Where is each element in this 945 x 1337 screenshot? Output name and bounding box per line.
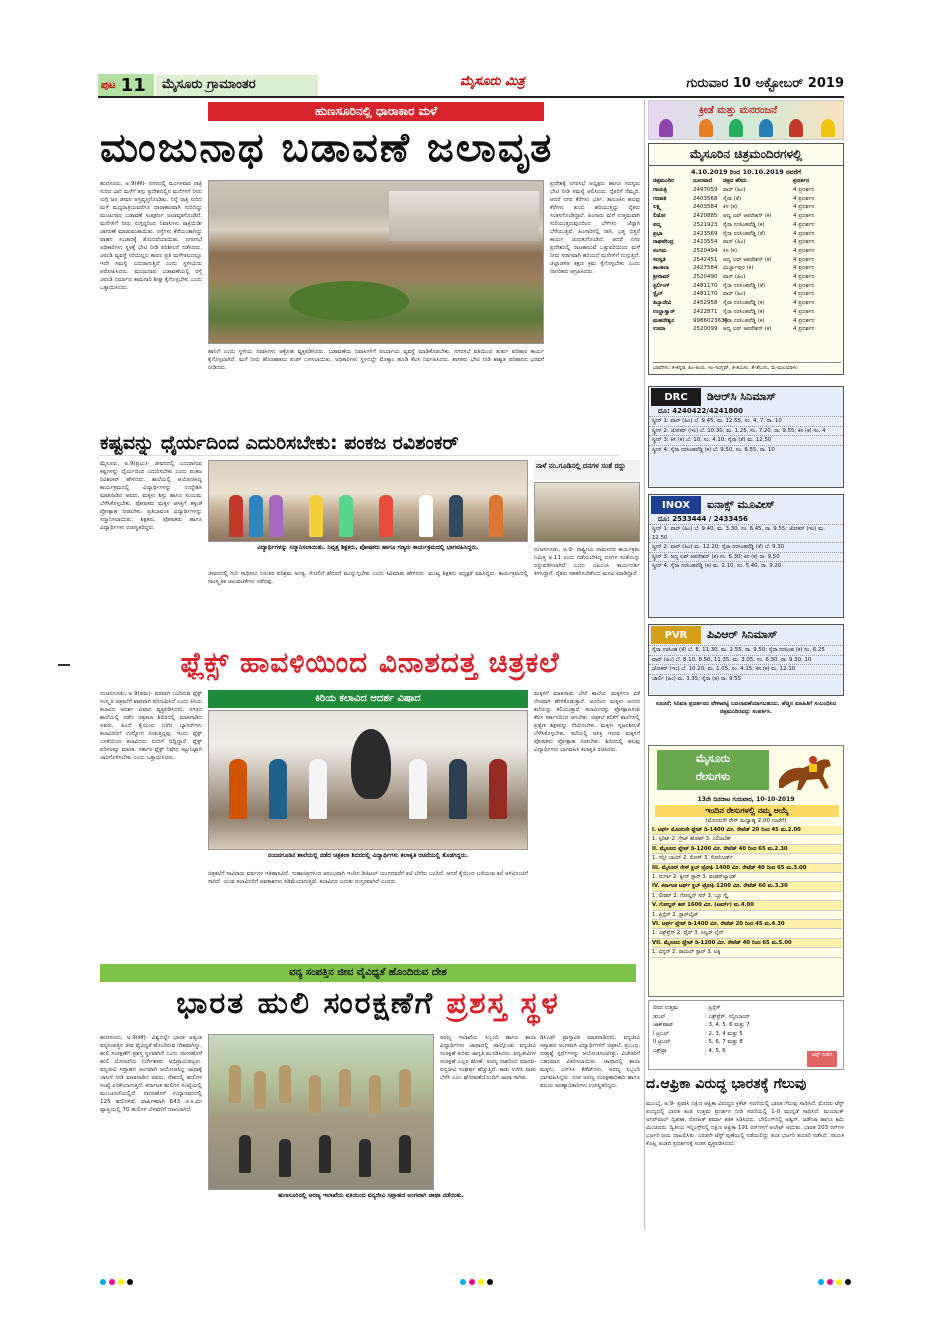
- registration-marks: [818, 1279, 851, 1285]
- story4-photo-caption: ಹುಣಸೂರಿನಲ್ಲಿ ಅರಣ್ಯ ಇಲಾಖೆಯ ವತಿಯಿಂದ ವನ್ಯಜೀವಿ ಸಪ್ತಾಹದ ಅಂಗವಾಗಿ ಜಾಥಾ ನಡೆಯಿತು.: [278, 1192, 464, 1199]
- registration-marks: [100, 1279, 133, 1285]
- cinema-showtime-line: ಸ್ಕ್ರೀನ್ 2: ಜೋಕರ್ (ಇಂ) ಬೆ. 10.30, ಮ. 1.25, ಸಂ. 7.20, ರಾ. 9.55; ಕಿಸ (ಕ) ಸಂ. 4: [649, 426, 843, 436]
- race-heading: VII. ಮೈಸೂರು ಪ್ಲೇಟ್ ಡಿ-1200 ಮೀ. ರೇಟೆಡ್ 40 ರಿಂದ 65 ಮ.5.00: [652, 939, 842, 948]
- cinema-phone: ದೂ: 4240422/4241800: [658, 407, 743, 415]
- page-number: 11: [120, 74, 146, 96]
- header-cell: ಚಿತ್ರದ ಹೆಸರು: [723, 178, 747, 184]
- theatre-cell: 2422871: [693, 308, 718, 315]
- theatre-row: [653, 299, 841, 308]
- race-title-line-1: ಮೈಸೂರು: [695, 752, 731, 765]
- story2-photo-caption: ವಿದ್ಯಾರ್ಥಿಗಳನ್ನು ಸನ್ಮಾನಿಸಲಾಯಿತು. ನಿವೃತ್ತ ಶಿಕ್ಷಕರು, ಪೋಷಕರು ಹಾಗೂ ಗಣ್ಯರು ಕಾರ್ಯಕ್ರಮದಲ್ಲಿ ಭಾಗವಹಿಸಿದ್ದರು.: [257, 544, 479, 551]
- person-figure: [309, 495, 323, 537]
- theatre-row: [653, 203, 841, 212]
- athlete-icon: [659, 119, 673, 137]
- athlete-icon: [699, 119, 713, 137]
- sports-banner-title: ಕ್ರೀಡೆ ಮತ್ತು ಮನರಂಜನೆ: [699, 105, 778, 116]
- racehorse-icon: [773, 752, 839, 794]
- person-figure: [489, 759, 507, 819]
- cinema-name: ಡಿಆರ್‌ಸಿ ಸಿನಿಮಾಸ್: [707, 390, 776, 403]
- theatre-cell: ಸಂಗಮ: [653, 247, 667, 254]
- header-cell: ಪ್ರದರ್ಶನ: [793, 178, 810, 184]
- race-heading: I. ಟರ್ಫ್ ಮೊದಲನೇ ಪ್ಲೇಟ್ ಡಿ-1400 ಮೀ. ರೇಟೆಡ್ 20 ರಿಂದ 45 ಮ.2.00: [652, 826, 842, 835]
- tips-label: ದಿನದ ಉತ್ತಮ: [653, 1005, 679, 1011]
- cinema-showtime-line: ಸ್ಕ್ರೀನ್ 4: ಸೈರಾ ನರಸಿಂಹರೆಡ್ಡಿ (ಕ) ಬೆ. 9.50, ಸಂ. 6.55, ರಾ. 10: [649, 445, 843, 455]
- theatre-cell: ಕಿಸ (ಕ): [723, 204, 738, 211]
- theatre-listings-rows: [653, 186, 841, 334]
- person-figure: [249, 495, 263, 537]
- story4-headline: [100, 986, 636, 1032]
- race-start-note: (ಮೊದಲನೇ ರೇಸ್ ಮಧ್ಯಾಹ್ನ 2.00 ಗಂಟೆಗೆ): [705, 818, 787, 824]
- cadet-figure: [254, 1071, 266, 1109]
- race-tips: [648, 1000, 844, 1070]
- cinema-showtime-line: ಚಾರ್ಲಿ (ಹಿಂ) ಮ. 3.35; ಸೈರಾ (ತ) ರಾ. 9.55: [649, 674, 843, 684]
- theatre-row: [653, 186, 841, 195]
- theatre-listings-footnote: ಭಾಷೆಗಳು: ಕ-ಕನ್ನಡ, ಹಿಂ-ಹಿಂದಿ, ಇಂ-ಇಂಗ್ಲಿಷ್, ತ-ತಮಿಳು, ತೆ-ತೆಲುಗು, ಮ-ಮಲಯಾಳಂ: [653, 362, 841, 371]
- cattle-fair-photo: [534, 482, 640, 542]
- cinema-showtime-line: ಸ್ಕ್ರೀನ್ 4: ಸೈರಾ ನರಸಿಂಹರೆಡ್ಡಿ (ಕ) ಮ. 2.10, ಸಂ. 5.40, ರಾ. 9.20: [649, 561, 843, 571]
- registration-dot: [827, 1279, 833, 1285]
- theatre-cell: ಲಿಡೋ: [653, 213, 666, 220]
- cinema-logo: INOX: [651, 496, 701, 514]
- person-figure: [449, 495, 463, 537]
- theatre-cell: 2481170: [693, 282, 718, 289]
- header-cell: ದೂರವಾಣಿ: [693, 178, 713, 184]
- theatre-cell: ಪ್ರಭಾ: [653, 230, 663, 237]
- story1-under-photo: ಹಾನಿಗೆ ಎಂದು ಸ್ಥಳೀಯ ನಿವಾಸಿಗಳು ಆಕ್ರೋಶ ವ್ಯಕ್ತಪಡಿಸಿದರು. ಬಡಾವಣೆಯ ನಿವಾಸಿಗಳಿಗೆ ಪರ್ಯಾಯ ವ್ಯವಸ್ಥೆ ಮಾಡಿಕೊಡಬೇಕು. ನಗರಸಭೆ ವತಿಯಿಂದ ತುರ್ತು ಪರಿಹಾರ ಕಾರ್ಯ ಕೈಗೊಳ್ಳಲಾಗಿದೆ. ಮಳೆ ನೀರು ಹೊರಹಾಕಲು ಪಂಪ್ ಬಳಸಲಾಯಿತು. ಅಧಿಕಾರಿಗಳು ಸ್ಥಳದಲ್ಲೇ ಮೊಕ್ಕಾಂ ಹೂಡಿ ಕೆಲಸ ನಿರ್ವಹಿಸಿದರು. ಶಾಸಕರು ಭೇಟಿ ನೀಡಿ ಶಾಶ್ವತ ಪರಿಹಾರದ ಭರವಸೆ ನೀಡಿದರು.: [208, 349, 544, 371]
- registration-dot: [478, 1279, 484, 1285]
- theatre-cell: ಶ್ರೀರಾಮ್: [653, 274, 670, 281]
- story2-column-1: ಮೈಸೂರು, ಅ.9(ಪ್ರಭು)- ಜೀವನದಲ್ಲಿ ಎದುರಾಗುವ ಕಷ್ಟಗಳನ್ನು ಧೈರ್ಯದಿಂದ ಎದುರಿಸಬೇಕು ಎಂದು ಪಂಕಜ ರವಿಶಂಕರ್ ಹೇಳಿದರು. ಶಾಲೆಯಲ್ಲಿ ಆಯೋಜಿಸಿದ್ದ ಕಾರ್ಯಕ್ರಮದಲ್ಲಿ ವಿದ್ಯಾರ್ಥಿಗಳನ್ನು ಉದ್ದೇಶಿಸಿ ಮಾತನಾಡಿದ ಅವರು, ಮಕ್ಕಳು ಶಿಸ್ತು ಹಾಗೂ ಸಂಯಮ ಬೆಳೆಸಿಕೊಳ್ಳಬೇಕು. ಪೋಷಕರು ಮಕ್ಕಳ ಆಸಕ್ತಿಗೆ ತಕ್ಕಂತೆ ಪ್ರೋತ್ಸಾಹ ನೀಡಬೇಕು. ಪ್ರತಿಭಾವಂತ ವಿದ್ಯಾರ್ಥಿಗಳನ್ನು ಸನ್ಮಾನಿಸಲಾಯಿತು. ಶಿಕ್ಷಕರು, ಪೋಷಕರು ಹಾಗೂ ವಿದ್ಯಾರ್ಥಿಗಳು ಉಪಸ್ಥಿತರಿದ್ದರು.: [100, 461, 202, 531]
- cinema-name: ಪಿವಿಆರ್ ಸಿನಿಮಾಸ್: [707, 628, 778, 641]
- section-name: ಮೈಸೂರು ಗ್ರಾಮಾಂತರ: [156, 75, 318, 96]
- tips-row: [649, 1013, 843, 1022]
- cinema-box: [648, 624, 844, 696]
- theatre-cell: ವಾರ್ (ಹಿಂ): [723, 274, 746, 281]
- theatre-cell: 4 ಪ್ರದರ್ಶನ: [793, 195, 815, 202]
- cinema-header: [649, 495, 843, 515]
- theatre-cell: ಸ್ಟರ್ಲಿಂಗ್: [653, 282, 670, 289]
- person-figure: [409, 759, 427, 819]
- theatre-cell: ರಾಘವೇಂದ್ರ: [653, 239, 674, 246]
- theatre-row: [653, 325, 841, 334]
- tips-row: [649, 1021, 843, 1030]
- theatre-cell: ಸೈರಾ ನರಸಿಂಹರೆಡ್ಡಿ (ಕ): [723, 308, 765, 315]
- theatre-cell: 2427584: [693, 265, 718, 272]
- theatre-listings-header: [653, 178, 841, 185]
- cadet-figure: [229, 1065, 241, 1103]
- theatre-cell: 4 ಪ್ರದರ್ಶನ: [793, 230, 815, 237]
- registration-dot: [836, 1279, 842, 1285]
- registration-dot: [118, 1279, 124, 1285]
- person-figure: [229, 495, 243, 537]
- sports-banner: [648, 100, 844, 140]
- cadet-figure: [399, 1069, 411, 1107]
- person-figure: [229, 759, 247, 819]
- story4-column-2: ಅರಣ್ಯ ಇಲಾಖೆಯ ಸಿಬ್ಬಂದಿ ಹಾಗೂ ಶಾಲಾ ವಿದ್ಯಾರ್ಥಿಗಳು ಜಾಥಾದಲ್ಲಿ ಪಾಲ್ಗೊಂಡು ವನ್ಯಜೀವಿ ಸಂರಕ್ಷಣೆ ಕುರಿತು ಜಾಗೃತಿ ಮೂಡಿಸಿದರು. ವನ್ಯಜೀವಿಗಳ ಸಂರಕ್ಷಣೆ ಎಲ್ಲರ ಹೊಣೆ. ಅರಣ್ಯ ನಾಶದಿಂದ ಮಾನವ-ವನ್ಯಜೀವಿ ಸಂಘರ್ಷ ಹೆಚ್ಚುತ್ತಿದೆ. ಕಾಡು ಉಳಿಸಿ ನಾಡು ಬೆಳೆಸಿ ಎಂಬ ಘೋಷಣೆಯೊಂದಿಗೆ ಜಾಥಾ ಸಾಗಿತು.: [440, 1035, 536, 1081]
- story4-column-1: ಹುಣಸೂರು, ಅ.9(ಕೆಕೆ)- ವಿಶ್ವದಲ್ಲೇ ಭಾರತ ಅತ್ಯಂತ ವನ್ಯಸಂಪತ್ತಿನ ಜೀವ ವೈವಿಧ್ಯತೆ ಹೊಂದಿರುವ ದೇಶವಾಗಿದ್ದು, ಹುಲಿ ಸಂರಕ್ಷಣೆಗೆ ಪ್ರಶಸ್ತ ಸ್ಥಳವಾಗಿದೆ ಎಂದು ನಾಗರಹೊಳೆ ಹುಲಿ ಯೋಜನೆಯ ನಿರ್ದೇಶಕರು ಅಭಿಪ್ರಾಯಪಟ್ಟರು. ವನ್ಯಜೀವಿ ಸಪ್ತಾಹದ ಅಂಗವಾಗಿ ಆಯೋಜಿಸಿದ್ದ ಜಾಥಾಕ್ಕೆ ಚಾಲನೆ ನೀಡಿ ಮಾತನಾಡಿದ ಅವರು, ದೇಶದಲ್ಲಿ ಹುಲಿಗಳ ಸಂಖ್ಯೆ ಏರಿಕೆಯಾಗುತ್ತಿದೆ. ಕರ್ನಾಟಕ ಹುಲಿಗಳ ಸಂಖ್ಯೆಯಲ್ಲಿ ಮುಂಚೂಣಿಯಲ್ಲಿದೆ. ನಾಗರಹೊಳೆ ಉದ್ಯಾನವನದಲ್ಲಿ 125 ಹುಲಿಗಳಿವೆ. ವಾರ್ಷಿಕವಾಗಿ 643 ಚ.ಕಿ.ಮೀ ವ್ಯಾಪ್ತಿಯಲ್ಲಿ 70 ಹುಲಿಗಳ ಬೆಳವಣಿಗೆ ದಾಖಲಾಗಿದೆ.: [100, 1035, 202, 1113]
- person-figure: [339, 495, 353, 537]
- theatre-cell: ಆದ್ಯ ಲವ್ ಆಪರೇಶನ್ (ಕ): [723, 256, 772, 263]
- theatre-cell: 4 ಪ್ರದರ್ಶನ: [793, 239, 815, 246]
- theatre-cell: 2452958: [693, 300, 718, 307]
- theatre-cell: ಮಿರ್ಜ್ಞಾಪುರ (ಕ): [723, 265, 754, 272]
- theatre-cell: 4 ಪ್ರದರ್ಶನ: [793, 274, 815, 281]
- story4-headline-main: ಭಾರತ ಹುಲಿ ಸಂರಕ್ಷಣೆಗೆ: [176, 986, 435, 1021]
- theatre-cell: 2403568: [693, 195, 718, 202]
- theatre-row: [653, 247, 841, 256]
- cadet-figure: [359, 1139, 371, 1177]
- newspaper-logo: ಮೈಸೂರು ಮಿತ್ರ: [460, 74, 525, 89]
- theatre-cell: 4 ಪ್ರದರ್ಶನ: [793, 204, 815, 211]
- race-picks: 1. ವಿನ್ನರ್ 2. ರಾಯಲ್ ಸ್ಟಾರ್ 3. ಲಕ್ಕಿ: [652, 948, 842, 957]
- tips-label: I ಟ್ರಬಲ್: [653, 1030, 669, 1037]
- cinema-name: ಐನಾಕ್ಸ್ ಮೂವೀಸ್: [707, 498, 775, 511]
- theatre-cell: ವಾರ್ (ಹಿಂ): [723, 239, 746, 246]
- theatre-cell: ಸೈರಾ (ತೆ): [723, 195, 742, 202]
- story3-below-photo: ಚಿತ್ರಕಲೆಗೆ ಸಾವಿರಾರು ವರ್ಷಗಳ ಇತಿಹಾಸವಿದೆ. ಗುಹಾಚಿತ್ರಗಳಿಂದ ಆರಂಭವಾಗಿ ಇಂದಿನ ಡಿಜಿಟಲ್ ಯುಗದವರೆಗೆ ಕಲೆ ಬೆಳೆದು ಬಂದಿದೆ. ಆದರೆ ಕೈಯಿಂದ ಬರೆಯುವ ಕಲೆ ಅಳಿವಿನಂಚಿಗೆ ಸಾಗಿದೆ. ಯುವ ಕಲಾವಿದರಿಗೆ ಅವಕಾಶಗಳು ಕಡಿಮೆಯಾಗುತ್ತಿವೆ. ಕಲಾವಿದರ ಬದುಕು ದುಸ್ತರವಾಗಿದೆ ಎಂದರು.: [208, 871, 528, 885]
- tips-value: : ಎಕ್ಸ್‌ಪ್ರೆಸ್, ಸನ್ನೀಬಾಯ್: [705, 1013, 750, 1020]
- cadet-figure: [279, 1065, 291, 1103]
- tips-label: ಎಕ್ಸ್‌ಟ್ರಾ: [653, 1047, 667, 1054]
- theatre-cell: ಸೈರಾ ನರಸಿಂಹರೆಡ್ಡಿ (ತೆ): [723, 282, 766, 289]
- cinema-showtime-line: ಸ್ಕ್ರೀನ್ 3: ಕಿಸ (ಕ) ಬೆ. 10, ಸಂ. 4.10; ಸೈರಾ (ತೆ) ಮ. 12.50: [649, 435, 843, 445]
- cinema-showtime-line: ಸ್ಕ್ರೀನ್ 3: ಆದ್ಯ ಲವ್ ಆಪರೇಶನ್ (ಕ) ಸಂ. 6.30; ಕಿಸ (ಕ) ರಾ. 9.50: [649, 552, 843, 562]
- theatre-row: [653, 195, 841, 204]
- story2-headline: ಕಷ್ಟವನ್ನು ಧೈರ್ಯದಿಂದ ಎದುರಿಸಬೇಕು: ಪಂಕಜ ರವಿಶಂಕರ್: [100, 432, 620, 456]
- race-list: [652, 826, 842, 958]
- cricket-headline: ದ.ಆಫ್ರಿಕಾ ವಿರುದ್ಧ ಭಾರತಕ್ಕೆ ಗೆಲುವು: [646, 1076, 807, 1092]
- theatre-cell: 2520099: [693, 326, 718, 333]
- person-figure: [489, 495, 503, 537]
- race-heading: IV. ಕರ್ನಾಟಕ ಟರ್ಫ್ ಕ್ಲಬ್ ಟ್ರೋಫಿ 1200 ಮೀ. ರೇಟೆಡ್ 60 ಮ.3.30: [652, 882, 842, 891]
- tips-value: : 5, 6, 7 ಮತ್ತು 8: [705, 1039, 743, 1046]
- theatre-row: [653, 230, 841, 239]
- page-label: ಪುಟ: [101, 79, 116, 91]
- theatre-cell: 4 ಪ್ರದರ್ಶನ: [793, 265, 815, 272]
- theatre-row: [653, 273, 841, 282]
- theatre-cell: ಸೈರಾ ನರಸಿಂಹರೆಡ್ಡಿ (ಕ): [723, 317, 765, 324]
- tips-value: : 4, 5, 6: [705, 1047, 726, 1054]
- tips-value: : ಪ್ರಿನ್ಸೆಸ್: [705, 1005, 721, 1011]
- theatre-cell: 4 ಪ್ರದರ್ಶನ: [793, 291, 815, 298]
- person-figure: [269, 759, 287, 819]
- theatre-cell: ಪದ್ಮ: [653, 221, 661, 228]
- tips-value: : 2, 3, 4 ಮತ್ತು 5: [705, 1030, 743, 1037]
- story1-column-1: ಹುಣಸೂರು, ಅ.9(ಕೆಕೆ)- ನಗರದಲ್ಲಿ ಮಂಗಳವಾರ ರಾತ್ರಿ ಸುರಿದ ಭಾರಿ ಮಳೆಗೆ ತಗ್ಗು ಪ್ರದೇಶದಲ್ಲಿನ ಮನೆಗಳಿಗೆ ನೀರು ನುಗ್ಗಿ ಜನ ಜೀವನ ಅಸ್ತವ್ಯಸ್ತಗೊಂಡಿತು. ನಿನ್ನೆ ರಾತ್ರಿ ಸುರಿದ ಮಳೆ ಮಧ್ಯರಾತ್ರಿಯವರೆಗೂ ಧಾರಾಕಾರವಾಗಿ ಸುರಿದಿದ್ದು ಮಂಜುನಾಥ ಬಡಾವಣೆ ಸಂಪೂರ್ಣ ಜಲಾವೃತಗೊಂಡಿದೆ. ಮನೆಗಳಿಗೆ ನೀರು ನುಗ್ಗಿದ್ದರಿಂದ ನಿವಾಸಿಗಳು ರಾತ್ರಿಯಿಡೀ ಜಾಗರಣೆ ಮಾಡುವಂತಾಯಿತು. ರಸ್ತೆಗಳು ಕೆರೆಯಂತಾಗಿದ್ದು ವಾಹನ ಸಂಚಾರಕ್ಕೆ ತೊಂದರೆಯಾಯಿತು. ನಗರಸಭೆ ಅಧಿಕಾರಿಗಳು ಸ್ಥಳಕ್ಕೆ ಭೇಟಿ ನೀಡಿ ಪರಿಶೀಲನೆ ನಡೆಸಿದರು. ಚರಂಡಿ ವ್ಯವಸ್ಥೆ ಸರಿಯಿಲ್ಲದ ಕಾರಣ ಪ್ರತಿ ಮಳೆಗಾಲದಲ್ಲೂ ಇದೇ ಸಮಸ್ಯೆ ಎದುರಾಗುತ್ತಿದೆ ಎಂದು ಸ್ಥಳೀಯರು ಆರೋಪಿಸಿದರು. ಮಂಜುನಾಥ ಬಡಾವಣೆಯಲ್ಲಿ ರಸ್ತೆ ಚರಂಡಿ ನಿರ್ಮಾಣ ಕಾಮಗಾರಿ ಶೀಘ್ರ ಕೈಗೊಳ್ಳಬೇಕು ಎಂದು ಒತ್ತಾಯಿಸಿದರು.: [100, 181, 202, 291]
- theatre-cell: 4 ಪ್ರದರ್ಶನ: [793, 300, 815, 307]
- tips-row: [649, 1004, 843, 1013]
- cattle-fair-headline: ನಾಳೆ ನಂ.ಗೂಡಿನಲ್ಲಿ ದನಗಳ ಸಂತೆ ರದ್ದು: [534, 460, 640, 480]
- story4-kicker: ವನ್ಯ ಸಂಪತ್ತಿನ ಜೀವ ವೈವಿಧ್ಯತೆ ಹೊಂದಿರುವ ದೇಶ: [100, 964, 636, 982]
- registration-dot: [469, 1279, 475, 1285]
- theatre-cell: 4 ಪ್ರದರ್ಶನ: [793, 187, 815, 193]
- theatre-cell: 4 ಪ್ರದರ್ಶನ: [793, 282, 815, 289]
- race-picks: 1. ಸ್ಪಿರಿಟ್ 2. ಗ್ರೇಟ್ ಹೋಪ್ 3. ಎಲಿಜಬೆತ್: [652, 835, 842, 844]
- cinema-showtime-line: ಸ್ಕ್ರೀನ್ 2: ವಾರ್ (ಹಿಂ) ಮ. 12.20; ಸೈರಾ ನರಸಿಂಹರೆಡ್ಡಿ (ತೆ) ಬೆ. 9.30: [649, 542, 843, 552]
- theatre-cell: ಸ್ಟೈಲ್: [653, 291, 663, 298]
- story1-kicker: ಹುಣಸೂರಿನಲ್ಲಿ ಧಾರಾಕಾರ ಮಳೆ: [208, 102, 544, 121]
- theatre-cell: 4 ಪ್ರದರ್ಶನ: [793, 221, 815, 228]
- cinema-notice: ಸೂಚನೆ: ಸಿನಿಮಾ ಪ್ರದರ್ಶನದ ವೇಳಾಪಟ್ಟಿ ಬದಲಾವಣೆಯಾಗಬಹುದು. ಹೆಚ್ಚಿನ ಮಾಹಿತಿಗೆ ಸಂಬಂಧಿಸಿದ ಚಿತ್ರಮಂದಿರವನ್ನು ಸಂಪರ್ಕಿಸಿ.: [655, 701, 837, 715]
- race-date: 13ನೇ ದಿನದಾಟ ಗುರುವಾರ, 10-10-2019: [697, 796, 795, 803]
- theatre-row: [653, 212, 841, 221]
- registration-dot: [487, 1279, 493, 1285]
- cadet-figure: [399, 1135, 411, 1173]
- cadet-figure: [339, 1069, 351, 1107]
- race-heading: V. ಗೋಲ್ಡನ್ ಕಪ್ 1600 ಮೀ. (ಟರ್ಮ್) ಮ.4.00: [652, 901, 842, 910]
- story3-column-1: ನಂಜನಗೂಡು, ಅ.9(ಪಮ)- ವರವಾಗಿ ಬಂದಿರುವ ಫ್ಲೆಕ್ಸ್ ಸಂಸ್ಕೃತಿ ಚಿತ್ರಕಲೆಗೆ ಶಾಪವಾಗಿ ಪರಿಣಮಿಸಿದೆ ಎಂದು ಕಿರಿಯ ಕಲಾವಿದ ಆದರ್ಶ ವಿಷಾದ ವ್ಯಕ್ತಪಡಿಸಿದರು. ನಗರದ ಶಾಲೆಯಲ್ಲಿ ನಡೆದ ಚಿತ್ರಕಲಾ ಶಿಬಿರದಲ್ಲಿ ಮಾತನಾಡಿದ ಅವರು, ಹಿಂದೆ ಕೈಯಿಂದ ಬರೆದ ಬ್ಯಾನರ್‌ಗಳು ಕಲಾವಿದರಿಗೆ ಉದ್ಯೋಗ ನೀಡುತ್ತಿದ್ದವು. ಇಂದು ಫ್ಲೆಕ್ಸ್ ಬಳಕೆಯಿಂದ ಕಲಾವಿದರು ಬೀದಿಗೆ ಬಿದ್ದಿದ್ದಾರೆ. ಫ್ಲೆಕ್ಸ್ ಪರಿಸರಕ್ಕೂ ಮಾರಕ. ಸರ್ಕಾರ ಫ್ಲೆಕ್ಸ್ ನಿಷೇಧ ಕಟ್ಟುನಿಟ್ಟಾಗಿ ಜಾರಿಗೊಳಿಸಬೇಕು ಎಂದು ಒತ್ತಾಯಿಸಿದರು.: [100, 691, 202, 761]
- theatre-cell: ಮಹದೇಶ್ವರ: [653, 317, 675, 324]
- cinema-showtime-line: ಸ್ಕ್ರೀನ್ 1: ವಾರ್ (ಹಿಂ) ಬೆ. 9.45, ಮ. 12.55, ಸಂ. 4, 7, ರಾ. 10: [649, 416, 843, 426]
- race-picks: 1. ಸನ್ನೀ ಬಾಯ್ 2. ರೋಸ್ 3. ಸೋನಿಬರ್ಡ್: [652, 854, 842, 863]
- theatre-cell: ಸೈರಾ ನರಸಿಂಹರೆಡ್ಡಿ (ತೆ): [723, 230, 766, 237]
- registration-dot: [127, 1279, 133, 1285]
- registration-dot: [109, 1279, 115, 1285]
- person-figure: [309, 759, 327, 819]
- theatre-cell: ಸೈರಾ ನರಸಿಂಹರೆಡ್ಡಿ (ಕ): [723, 221, 765, 228]
- registration-marks: [460, 1279, 493, 1285]
- tips-row: [649, 1030, 843, 1039]
- theatre-listings-title: ಮೈಸೂರಿನ ಚಿತ್ರಮಂದಿರಗಳಲ್ಲಿ: [649, 147, 843, 166]
- cinema-header: [649, 387, 843, 407]
- theatre-cell: ಶಾಂತಲಾ: [653, 265, 669, 272]
- theatre-row: [653, 256, 841, 265]
- theatre-listings-period: 4.10.2019 ರಿಂದ 10.10.2019 ರವರೆಗೆ: [690, 168, 802, 176]
- header-cell: ಚಿತ್ರಮಂದಿರ: [653, 178, 674, 184]
- theatre-cell: 4 ಪ್ರದರ್ಶನ: [793, 317, 815, 324]
- mask-artwork: [351, 729, 391, 799]
- athlete-icon: [729, 119, 743, 137]
- margin-dash: [58, 664, 70, 666]
- cattle-fair-text: ನಂಜನಗೂಡು, ಅ.9- ರಾಷ್ಟ್ರೀಯ ರಾಮನಗರ ಕಾರ್ಯಕ್ರಮ ನಿಮಿತ್ತ ಅ.11 ರಂದು ನಡೆಯಬೇಕಿದ್ದ ದನಗಳ ಸಂತೆಯನ್ನು ರದ್ದುಪಡಿಸಲಾಗಿದೆ ಎಂದು ಎಪಿಎಂಸಿ ಕಾರ್ಯದರ್ಶಿ ತಿಳಿಸಿದ್ದಾರೆ. ರೈತರು ಸಹಕರಿಸಬೇಕೆಂದು ಮನವಿ ಮಾಡಿದ್ದಾರೆ.: [534, 547, 640, 577]
- cricket-story: ಮುಂಬೈ, ಅ.9- ಪ್ರವಾಸಿ ದಕ್ಷಿಣ ಆಫ್ರಿಕಾ ವಿರುದ್ಧದ ಕ್ರಿಕೆಟ್ ಸರಣಿಯಲ್ಲಿ ಭಾರತ ಗೆಲುವು ಸಾಧಿಸಿದೆ. ಮೊದಲ ಟೆಸ್ಟ್ ಪಂದ್ಯದಲ್ಲಿ ಭಾರತ ತಂಡ ಉತ್ತಮ ಪ್ರದರ್ಶನ ನೀಡಿ ಸರಣಿಯಲ್ಲಿ 1-0 ಮುನ್ನಡೆ ಸಾಧಿಸಿದೆ. ಮಯಾಂಕ್ ಅಗರ್‌ವಾಲ್ ದ್ವಿಶತಕ, ರೋಹಿತ್ ಶರ್ಮಾ ಶತಕ ಸಿಡಿಸಿದರು. ಬೌಲಿಂಗ್‌ನಲ್ಲಿ ಅಶ್ವಿನ್, ಜಡೇಜಾ ಹಾಗೂ ಶಮಿ ಮಿಂಚಿದರು. ದ್ವಿತೀಯ ಇನ್ನಿಂಗ್ಸ್‌ನಲ್ಲಿ ದಕ್ಷಿಣ ಆಫ್ರಿಕಾ 191 ರನ್‌ಗಳಿಗೆ ಆಲೌಟ್ ಆಯಿತು. ಭಾರತ 203 ರನ್‌ಗಳ ಭರ್ಜರಿ ಜಯ ದಾಖಲಿಸಿತು. ಎರಡನೇ ಟೆಸ್ಟ್ ಪುಣೆಯಲ್ಲಿ ನಡೆಯಲಿದ್ದು ತಂಡ ಭರ್ಜರಿ ತಯಾರಿ ನಡೆಸಿದೆ. ನಾಯಕ ಕೊಹ್ಲಿ ತಂಡದ ಪ್ರದರ್ಶನಕ್ಕೆ ಸಂತಸ ವ್ಯಕ್ತಪಡಿಸಿದರು.: [646, 1101, 844, 1147]
- cinema-showtime-line: ಸೈರಾ ನರಸಿಂಹ (ತೆ) ಬೆ. 8, 11.30, ಮ. 2.55, ರಾ. 9.50; ಸೈರಾ ನರಸಿಂಹ (ಕ) ಸಂ. 6.25: [649, 645, 843, 655]
- cadet-figure: [279, 1139, 291, 1177]
- cadet-figure: [309, 1075, 321, 1113]
- tips-value: : 3, 4, 5, 6 ಮತ್ತು 7: [705, 1022, 750, 1029]
- race-heading: II. ಮೈಸೂರು ಪ್ಲೇಟ್ ಡಿ-1200 ಮೀ. ರೇಟೆಡ್ 40 ರಿಂದ 65 ಮ.2.30: [652, 845, 842, 854]
- theatre-cell: ಸರಸ್ವತಿ: [653, 256, 666, 263]
- cinema-logo: DRC: [651, 388, 701, 406]
- story3-column-3: ಮಕ್ಕಳಿಗೆ ಮಾತನಾಡು ಬೇರೆ ಶಾಲೆಯ ಮಕ್ಕಳಿಗೂ ಏಕೆ ನೇರವಾಗಿ ಹೇಳಿಕೊಡುತ್ತಾರೆ. ಅದರಿಂದ ಮಕ್ಕಳು ಅಂದರ ಕಲೆಯನ್ನು ಕಲಿಯುತ್ತಾರೆ. ಕಲಾವಿದರನ್ನು ಪ್ರೋತ್ಸಾಹಿಸುವ ಕೆಲಸ ಸರ್ಕಾರದಿಂದ ಆಗಬೇಕು. ಚಿತ್ರಕಲೆ ಕಲಿಕೆಗೆ ಶಾಲೆಗಳಲ್ಲಿ ಪ್ರತ್ಯೇಕ ಶಿಕ್ಷಕರನ್ನು ನೇಮಿಸಬೇಕು. ಮಕ್ಕಳು ಸೃಜನಶೀಲತೆ ಬೆಳೆಸಿಕೊಳ್ಳಬೇಕು. ಕಲೆಯಲ್ಲಿ ಆಸಕ್ತಿ ಇರುವ ಮಕ್ಕಳಿಗೆ ಪೋಷಕರು ಪ್ರೋತ್ಸಾಹ ನೀಡಬೇಕು. ಶಿಬಿರದಲ್ಲಿ ಹಲವು ವಿದ್ಯಾರ್ಥಿಗಳು ಭಾಗವಹಿಸಿ ಕಲಾಕೃತಿ ರಚಿಸಿದರು.: [534, 691, 640, 753]
- cadet-figure: [319, 1135, 331, 1173]
- cinema-showtime-line: ವಾರ್ (ಹಿಂ) ಬೆ. 8.10, 8.50, 11.35, ಮ. 3.05, ಸಂ. 6.30, ರಾ. 9.30, 10: [649, 655, 843, 665]
- cinema-logo: PVR: [651, 626, 701, 644]
- theatre-cell: 2481170: [693, 291, 718, 298]
- theatre-cell: 4 ಪ್ರದರ್ಶನ: [793, 308, 815, 315]
- theatre-cell: 2423569: [693, 230, 718, 237]
- cadet-figure: [369, 1075, 381, 1113]
- theatre-cell: 4 ಪ್ರದರ್ಶನ: [793, 247, 815, 254]
- flood-photo-building: [389, 191, 539, 241]
- story1-column-2: ಪ್ರದೇಶಕ್ಕೆ ನಗರಸಭೆ ಅಧ್ಯಕ್ಷರು ಹಾಗೂ ಸದಸ್ಯರು ಭೇಟಿ ನೀಡಿ ಸಮಸ್ಯೆ ಆಲಿಸಿದರು. ರೈತರಿಗೆ ನೆಮ್ಮದಿ, ಆದರೆ ನಗರ ಕೆರೆಗಳು ಭರ್ತಿ. ತಾಲೂಕಿನ ಹಲವು ಕೆರೆಗಳು ತುಂಬಿ ಹರಿಯುತ್ತಿದ್ದು ರೈತರು ಸಂತಸಗೊಂಡಿದ್ದಾರೆ. ಹಿಂಗಾರು ಮಳೆ ಉತ್ತಮವಾಗಿ ಸುರಿಯುತ್ತಿರುವುದರಿಂದ ಬೆಳೆಗಳು ಚೆನ್ನಾಗಿ ಬೆಳೆಯುತ್ತಿವೆ. ಹಿಂಗಾರಿನಲ್ಲಿ ರಾಗಿ, ಭತ್ತ ಬಿತ್ತನೆ ಕಾರ್ಯ ಚುರುಕುಗೊಂಡಿದೆ. ಆದರೆ ನಗರ ಪ್ರದೇಶದಲ್ಲಿ ರಾಜಕಾಲುವೆ ಒತ್ತುವರಿಯಿಂದ ಮಳೆ ನೀರು ಸರಾಗವಾಗಿ ಹರಿಯದೆ ಮನೆಗಳಿಗೆ ನುಗ್ಗುತ್ತಿದೆ. ಜಿಲ್ಲಾಡಳಿತ ತಕ್ಷಣ ಕ್ರಮ ಕೈಗೊಳ್ಳಬೇಕು ಎಂದು ನಾಗರಿಕರು ಆಗ್ರಹಿಸಿದರು.: [550, 181, 640, 275]
- theatre-cell: ಲಕ್ಷ್ಮಿ: [653, 204, 662, 211]
- theatre-cell: 2520494: [693, 247, 718, 254]
- registration-dot: [818, 1279, 824, 1285]
- cinema-phone: ದೂ: 2533444 / 2433456: [658, 515, 748, 523]
- story3-photo-caption: ನಂಜನಗೂಡಿನ ಶಾಲೆಯಲ್ಲಿ ನಡೆದ ಚಿತ್ರಕಲಾ ಶಿಬಿರದಲ್ಲಿ ವಿದ್ಯಾರ್ಥಿಗಳು ಕಲಾಕೃತಿ ರಚನೆಯಲ್ಲಿ ತೊಡಗಿದ್ದರು.: [267, 852, 469, 859]
- trophy-icon: [821, 119, 835, 137]
- theatre-row: [653, 290, 841, 299]
- theatre-row: [653, 264, 841, 273]
- athlete-icon: [759, 119, 773, 137]
- theatre-cell: ತಿಬ್ಬಾದೇವಿ: [653, 300, 672, 307]
- theatre-cell: 9986023634: [693, 317, 728, 324]
- cadet-figure: [239, 1135, 251, 1173]
- person-figure: [269, 495, 283, 537]
- story2-below-photo: ಜೀವನದಲ್ಲಿ ಗುರಿ ಸಾಧಿಸಲು ನಿರಂತರ ಪರಿಶ್ರಮ ಅಗತ್ಯ. ಸೋಲಿಗೆ ಹೆದರದೆ ಮುನ್ನುಗ್ಗಬೇಕು ಎಂದು ಕಿವಿಮಾತು ಹೇಳಿದರು. ಮುಖ್ಯ ಶಿಕ್ಷಕರು ಅಧ್ಯಕ್ಷತೆ ವಹಿಸಿದ್ದರು. ಕಾರ್ಯಕ್ರಮದಲ್ಲಿ ಸಾಂಸ್ಕೃತಿಕ ಚಟುವಟಿಕೆಗಳು ನಡೆದವು.: [208, 571, 528, 585]
- race-picks: 1. ಎಕ್ಸ್‌ಪ್ರೆಸ್ 2. ಫೈರ್ 3. ಸಿಲ್ವರ್ ಲೈನ್: [652, 929, 842, 938]
- column-divider: [644, 100, 645, 1230]
- story4-headline-highlight: ಪ್ರಶಸ್ತ ಸ್ಥಳ: [446, 986, 560, 1021]
- theatre-cell: 2423554: [693, 239, 718, 246]
- theatre-cell: 4 ಪ್ರದರ್ಶನ: [793, 213, 815, 220]
- cinema-box: [648, 494, 844, 618]
- theatre-row: [653, 317, 841, 326]
- theatre-cell: ಉಮಾ: [653, 326, 666, 333]
- theatre-cell: ಆದ್ಯ ಲವ್ ಆಪರೇಶನ್ (ಕ): [723, 213, 772, 220]
- race-heading: III. ಮೈಸೂರ್ ರೇಸ್ ಕ್ಲಬ್ ಟ್ರೋಫಿ 1400 ಮೀ. ರೇಟೆಡ್ 40 ರಿಂದ 65 ಮ.3.00: [652, 864, 842, 873]
- person-figure: [379, 495, 393, 537]
- page-number-box: [98, 74, 154, 96]
- theatre-cell: ವಾರ್ (ಹಿಂ): [723, 291, 746, 298]
- registration-dot: [845, 1279, 851, 1285]
- tips-row: [649, 1038, 843, 1047]
- cinema-showtime-line: ಸ್ಕ್ರೀನ್ 1: ವಾರ್ (ಹಿಂ) ಬೆ. 9.40, ಮ. 3.30, ಸಂ. 6.45, ರಾ. 9.55; ಜೋಕರ್ (ಇಂ) ಮ. 12.50: [649, 524, 843, 542]
- art-camp-photo: [208, 710, 528, 850]
- tips-badge: ಟಿಪ್ಸ್ ನೀಡಿದ: [807, 1051, 837, 1067]
- story3-kicker: ಕಿರಿಯ ಕಲಾವಿದ ಆದರ್ಶ ವಿಷಾದ: [208, 690, 528, 708]
- wildlife-rally-photo: [208, 1034, 434, 1190]
- race-card: [648, 745, 844, 997]
- theatre-cell: 4 ಪ್ರದರ್ಶನ: [793, 326, 815, 333]
- flood-photo-bush: [289, 281, 409, 321]
- theatre-cell: ಉಲ್ಹಾಸ್ವಾರ್: [653, 308, 675, 315]
- theatre-cell: 2520490: [693, 274, 718, 281]
- dateline: ಗುರುವಾರ 10 ಅಕ್ಟೋಬರ್ 2019: [686, 76, 844, 91]
- theatre-listings: [648, 143, 844, 375]
- theatre-cell: ಸೈರಾ ನರಸಿಂಹರೆಡ್ಡಿ (ಕ): [723, 300, 765, 307]
- theatre-cell: 2497059: [693, 187, 718, 193]
- story3-headline: ಫ್ಲೆಕ್ಸ್ ಹಾವಳಿಯಿಂದ ವಿನಾಶದತ್ತ ಚಿತ್ರಕಲೆ: [180, 646, 560, 679]
- masthead: [98, 74, 844, 98]
- race-picks-heading: ಇಂದಿನ ರೇಸುಗಳಲ್ಲಿ ನಮ್ಮ ಆಯ್ಕೆ: [655, 805, 839, 817]
- theatre-cell: ಕಿಸ (ಕ): [723, 247, 738, 254]
- theatre-cell: 2420885: [693, 213, 718, 220]
- story1-headline: ಮಂಜುನಾಥ ಬಡಾವಣೆ ಜಲಾವೃತ: [100, 124, 554, 171]
- race-title-line-2: ರೇಸುಗಳು: [695, 770, 731, 783]
- theatre-cell: ವಾರ್ (ಹಿಂ): [723, 187, 746, 193]
- cinema-showtime-line: ಜೋಕರ್ (ಇಂ) ಬೆ. 10.20, ಮ. 1.05, ಸಂ. 4.15; ಕಿಸ (ಕ) ಮ. 12.10: [649, 664, 843, 674]
- race-heading: VI. ಟರ್ಫ್ ಪ್ಲೇಟ್ ಡಿ-1400 ಮೀ. ರೇಟೆಡ್ 20 ರಿಂದ 45 ಮ.4.30: [652, 920, 842, 929]
- theatre-cell: ಆದ್ಯ ಲವ್ ಆಪರೇಶನ್ (ಕ): [723, 326, 772, 333]
- cinema-header: [649, 625, 843, 645]
- tips-label: II ಟ್ರಬಲ್: [653, 1039, 671, 1046]
- tips-label: ಡಬಲ್: [653, 1013, 666, 1020]
- person-figure: [419, 495, 433, 537]
- tips-label: ಜಾಕ್‌ಪಾಟ್: [653, 1022, 674, 1029]
- theatre-cell: 2403584: [693, 204, 718, 211]
- theatre-cell: ಗಾಯತ್ರಿ: [653, 187, 667, 193]
- race-picks: 1. ದುರ್ಗಾ 2. ಕ್ವೀನ್ ಸ್ಟಾರ್ 3. ವಂಡರ್‌ಲ್ಯಾಂಡ್: [652, 873, 842, 882]
- race-card-title: [657, 750, 769, 790]
- theatre-cell: 2521923: [693, 221, 718, 228]
- flood-photo: [208, 180, 544, 344]
- theatre-row: [653, 308, 841, 317]
- race-picks: 1. ಪ್ರಿನ್ಸೆಸ್ 2. ಸ್ಟಾರ್‌ಲೈಟ್: [652, 911, 842, 920]
- school-event-photo: [208, 460, 528, 542]
- theatre-row: [653, 282, 841, 291]
- race-tips-rows: [649, 1001, 843, 1056]
- theatre-row: [653, 238, 841, 247]
- theatre-row: [653, 221, 841, 230]
- registration-dot: [100, 1279, 106, 1285]
- theatre-cell: 2542451: [693, 256, 718, 263]
- race-picks: 1. ಲೀಡರ್ 2. ಗೋಲ್ಡನ್ ಸನ್ 3. ಬ್ಲೂ ಸ್ಕೈ: [652, 892, 842, 901]
- story4-column-3: ಡಿಸಿಎಫ್ ಪ್ರಾಸ್ತಾವಿಕ ಮಾತನಾಡಿದರು. ವನ್ಯಜೀವಿ ಸಪ್ತಾಹದ ಅಂಗವಾಗಿ ವಿದ್ಯಾರ್ಥಿಗಳಿಗೆ ಚಿತ್ರಕಲೆ, ಪ್ರಬಂಧ, ರಸಪ್ರಶ್ನೆ ಸ್ಪರ್ಧೆಗಳನ್ನು ಆಯೋಜಿಸಲಾಗಿತ್ತು. ವಿಜೇತರಿಗೆ ಬಹುಮಾನ ವಿತರಿಸಲಾಯಿತು. ಜಾಥಾದಲ್ಲಿ ಶಾಲಾ ಮಕ್ಕಳು, ಎನ್‌ಸಿಸಿ ಕೆಡೆಟ್‌ಗಳು, ಅರಣ್ಯ ಸಿಬ್ಬಂದಿ ಭಾಗವಹಿಸಿದ್ದರು. ಉಪ ಅರಣ್ಯ ಸಂರಕ್ಷಣಾಧಿಕಾರಿ ಹಾಗೂ ವಲಯ ಅರಣ್ಯಾಧಿಕಾರಿಗಳು ಉಪಸ್ಥಿತರಿದ್ದರು.: [540, 1035, 640, 1089]
- registration-dot: [460, 1279, 466, 1285]
- person-figure: [449, 759, 467, 819]
- cinema-box: [648, 386, 844, 488]
- theatre-cell: 4 ಪ್ರದರ್ಶನ: [793, 256, 815, 263]
- athlete-icon: [789, 119, 803, 137]
- theatre-cell: ಗಣಪತಿ: [653, 195, 667, 202]
